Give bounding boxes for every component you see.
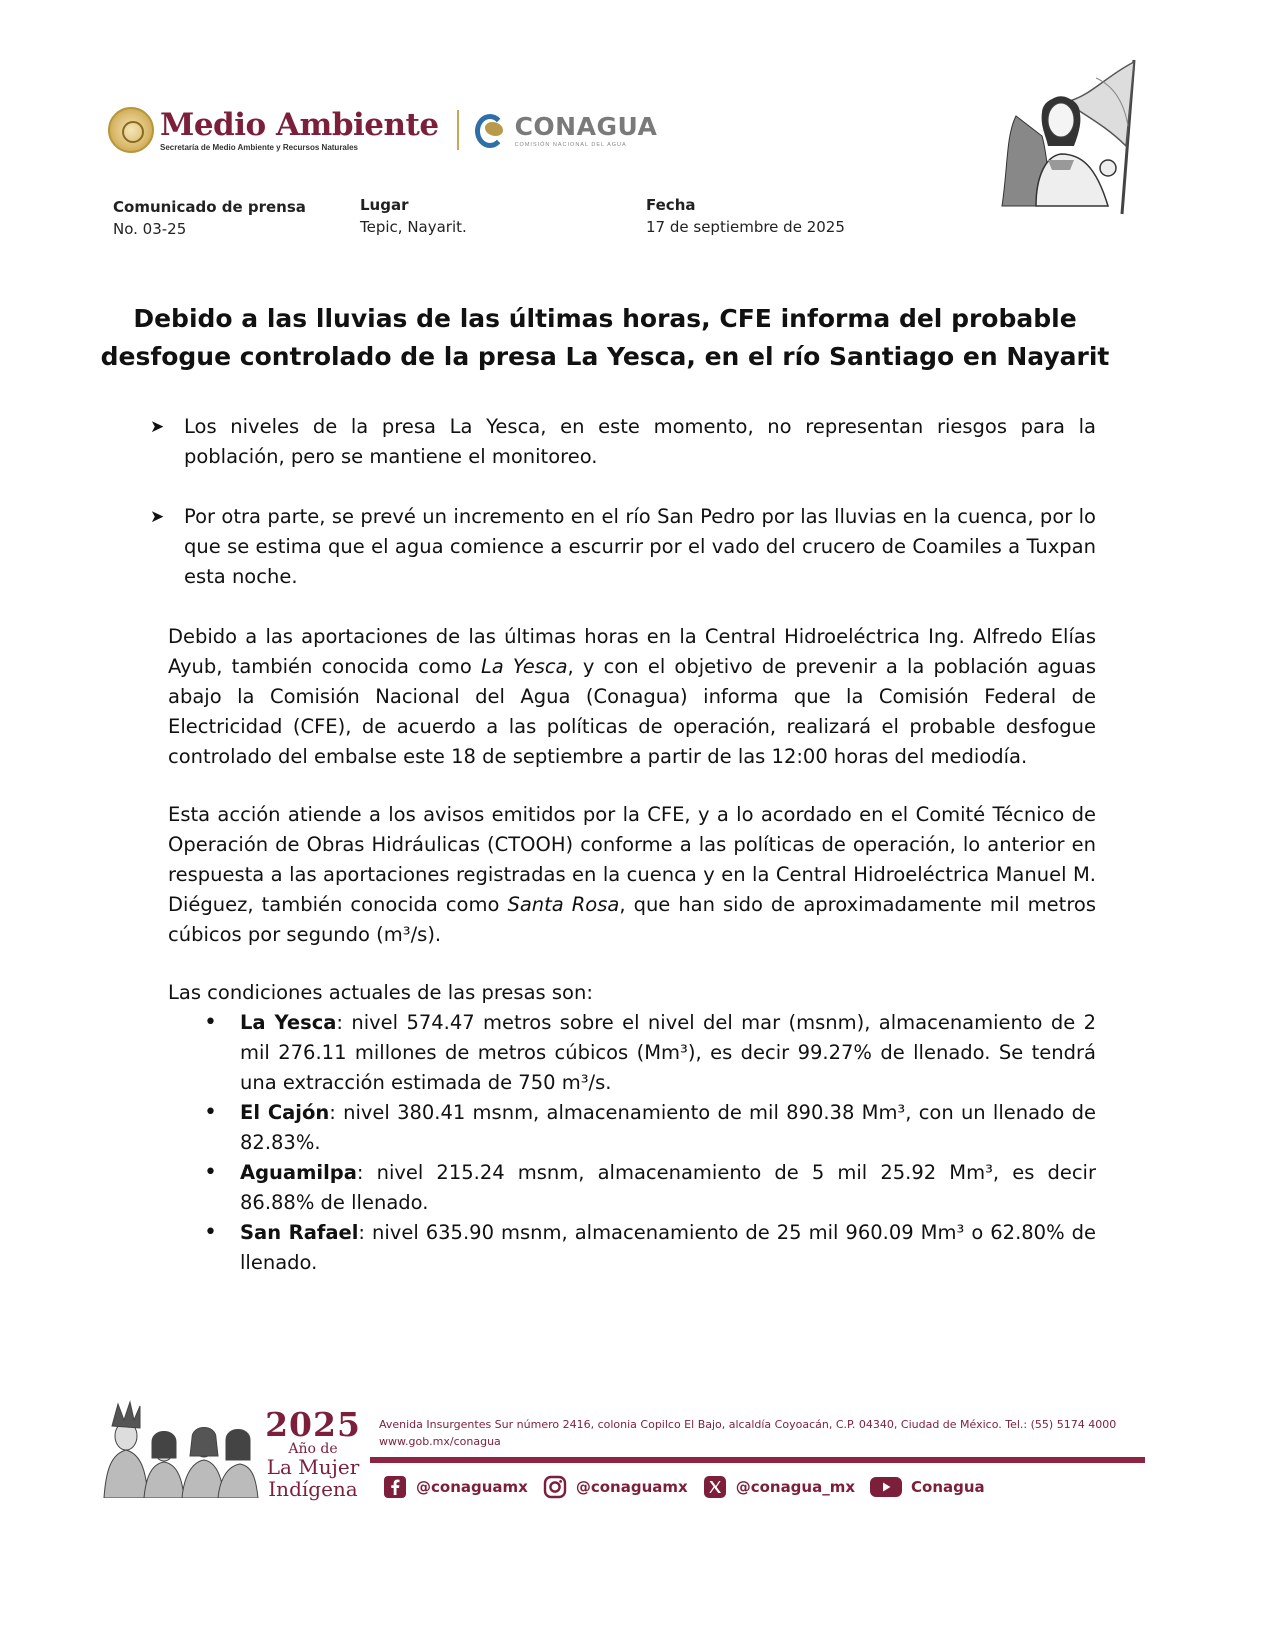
indigenous-women-illustration — [100, 1398, 260, 1498]
release-label: Comunicado de prensa — [113, 198, 306, 216]
national-seal-icon — [108, 107, 154, 153]
date-info — [646, 194, 845, 238]
social-link-x[interactable] — [702, 1474, 855, 1500]
summary-bullet — [150, 502, 1096, 592]
dam-list — [168, 1008, 1096, 1278]
conagua-logo-icon — [475, 108, 509, 152]
year-name-line-1: La Mujer — [266, 1455, 360, 1479]
logo-divider — [457, 110, 459, 150]
page-title: Debido a las lluvias de las últimas horas, CFE informa del probable desfogue controlado de la presa La Yesca, en el río Santiago en Nayarit — [100, 304, 1110, 371]
agency-subtitle: COMISIÓN NACIONAL DEL AGUA — [514, 141, 627, 148]
bullet-dot-icon: • — [204, 1010, 217, 1035]
social-handle: @conaguamx — [575, 1478, 688, 1496]
bullet-dot-icon: • — [204, 1160, 217, 1185]
year-subtitle: Año de — [288, 1441, 338, 1457]
dam-name: Aguamilpa — [240, 1161, 357, 1184]
summary-bullet-text: Los niveles de la presa La Yesca, en este momento, no representan riesgos para la población, pero se mantiene el monitoreo. — [184, 415, 1096, 468]
social-link-instagram[interactable] — [542, 1474, 688, 1500]
arrow-bullet-icon: ➤ — [150, 507, 165, 527]
dam-details: : nivel 635.90 msnm, almacenamiento de 25 mil 960.09 Mm³ o 62.80% de llenado. — [240, 1221, 1096, 1274]
social-link-facebook[interactable] — [382, 1474, 528, 1500]
year-number: 2025 — [265, 1405, 361, 1444]
ministry-logo — [160, 106, 439, 152]
bullet-dot-icon: • — [204, 1100, 217, 1125]
para-2-italic: Santa Rosa — [507, 893, 620, 916]
list-item — [168, 1158, 1096, 1218]
place-value: Tepic, Nayarit. — [360, 218, 467, 236]
dam-conditions — [168, 978, 1096, 1278]
social-handle: @conaguamx — [416, 1478, 528, 1496]
dam-details: : nivel 574.47 metros sobre el nivel del mar (msnm), almacenamiento de 2 mil 276.11 millones de metros cúbicos (Mm³), es decir 99.27% de llenado. Se tendrá una extracción estimada de 750 m³/s. — [240, 1011, 1096, 1094]
body-paragraph-1 — [168, 622, 1096, 772]
list-item — [168, 1218, 1096, 1278]
agency-logo — [515, 113, 658, 148]
summary-bullets — [150, 412, 1096, 622]
list-item — [168, 1098, 1096, 1158]
year-logo — [265, 1405, 361, 1501]
woman-with-flag-illustration — [996, 56, 1146, 216]
para-2-text-end: , que han sido de aproximadamente mil metros cúbicos por segundo (m³/s). — [168, 893, 1096, 946]
website-link[interactable]: www.gob.mx/conagua — [379, 1435, 501, 1448]
social-handle: Conagua — [911, 1478, 985, 1496]
para-1-text-end: , y con el objetivo de prevenir a la población aguas abajo la Comisión Nacional del Agua (Conagua) informa que la Comisión Federal de Electricidad (CFE), de acuerdo a las políticas de operación, realizará el probable desfogue controlado del embalse este 18 de septiembre a partir de las 12:00 horas del mediodía. — [168, 655, 1097, 768]
bullet-dot-icon: • — [204, 1220, 217, 1245]
social-links — [382, 1474, 999, 1500]
arrow-bullet-icon: ➤ — [150, 417, 165, 437]
footer-divider — [370, 1457, 1145, 1463]
para-1-italic: La Yesca — [480, 655, 568, 678]
summary-bullet — [150, 412, 1096, 472]
x-icon — [702, 1474, 728, 1500]
date-label: Fecha — [646, 196, 696, 214]
dam-name: La Yesca — [240, 1011, 337, 1034]
para-1-text: Debido a las aportaciones de las últimas horas en la Central Hidroeléctrica Ing. Alfredo Elías Ayub, también conocida como — [168, 625, 1096, 678]
social-handle: @conagua_mx — [735, 1478, 856, 1496]
dam-details: : nivel 215.24 msnm, almacenamiento de 5 mil 25.92 Mm³, es decir 86.88% de llenado. — [240, 1161, 1096, 1214]
youtube-icon — [869, 1474, 903, 1500]
conditions-intro: Las condiciones actuales de las presas son: — [168, 981, 593, 1004]
address-text: Avenida Insurgentes Sur número 2416, colonia Copilco El Bajo, alcaldía Coyoacán, C.P. 04340, Ciudad de México. Tel.: (55) 5174 4000 — [379, 1418, 1117, 1431]
year-name-line-2: Indígena — [268, 1477, 358, 1501]
release-number: No. 03-25 — [113, 220, 187, 238]
agency-name: CONAGUA — [514, 111, 658, 141]
facebook-icon — [382, 1474, 408, 1500]
date-value: 17 de septiembre de 2025 — [646, 218, 845, 236]
release-info — [113, 196, 306, 240]
header-logos — [108, 100, 657, 160]
place-label: Lugar — [360, 196, 409, 214]
body-paragraph-2 — [168, 800, 1096, 950]
dam-details: : nivel 380.41 msnm, almacenamiento de mil 890.38 Mm³, con un llenado de 82.83%. — [240, 1101, 1096, 1154]
footer-address — [379, 1416, 1116, 1450]
social-link-youtube[interactable] — [869, 1474, 985, 1500]
para-2-text: Esta acción atiende a los avisos emitidos por la CFE, y a lo acordado en el Comité Técnico de Operación de Obras Hidráulicas (CTOOH) conforme a las políticas de operación, lo anterior en respuesta a las aportaciones registradas en la cuenca y en la Central Hidroeléctrica Manuel M. Diéguez, también conocida como — [168, 803, 1096, 916]
dam-name: El Cajón — [240, 1101, 330, 1124]
instagram-icon — [542, 1474, 568, 1500]
list-item — [168, 1008, 1096, 1098]
summary-bullet-text: Por otra parte, se prevé un incremento en el río San Pedro por las lluvias en la cuenca, por lo que se estima que el agua comience a escurrir por el vado del crucero de Coamiles a Tuxpan esta noche. — [184, 505, 1096, 588]
ministry-subtitle: Secretaría de Medio Ambiente y Recursos Naturales — [160, 142, 358, 152]
place-info — [360, 194, 467, 238]
ministry-name: Medio Ambiente — [160, 106, 439, 143]
dam-name: San Rafael — [240, 1221, 359, 1244]
